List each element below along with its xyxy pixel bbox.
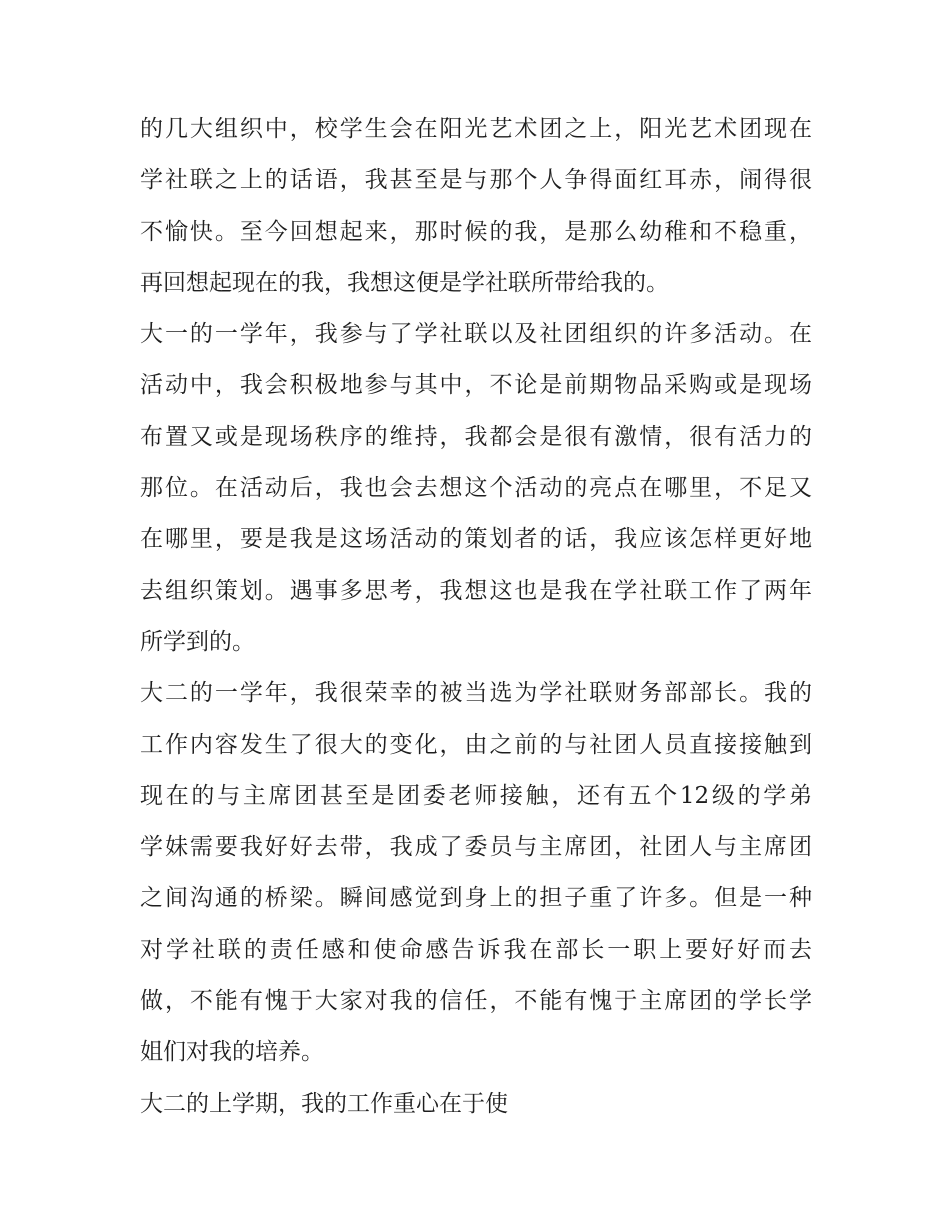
text-line: 现在的与主席团甚至是团委老师接触，还有五个12级的学弟 bbox=[140, 782, 812, 809]
text-line: 大二的一学年，我很荣幸的被当选为学社联财务部部长。我的 bbox=[140, 680, 812, 707]
text-line: 之间沟通的桥梁。瞬间感觉到身上的担子重了许多。但是一种 bbox=[140, 885, 812, 912]
text-line: 在哪里，要是我是这场活动的策划者的话，我应该怎样更好地 bbox=[140, 526, 812, 553]
text-line: 的几大组织中，校学生会在阳光艺术团之上，阳光艺术团现在 bbox=[140, 116, 812, 142]
text-line: 工作内容发生了很大的变化，由之前的与社团人员直接接触到 bbox=[140, 731, 812, 758]
text-line: 学妹需要我好好去带，我成了委员与主席团，社团人与主席团 bbox=[140, 834, 812, 861]
text-line: 再回想起现在的我，我想这便是学社联所带给我的。 bbox=[140, 269, 669, 296]
text-line: 大一的一学年，我参与了学社联以及社团组织的许多活动。在 bbox=[140, 321, 812, 348]
text-line: 不愉快。至今回想起来，那时候的我，是那么幼稚和不稳重， bbox=[140, 218, 812, 245]
text-line: 对学社联的责任感和使命感告诉我在部长一职上要好好而去 bbox=[140, 936, 812, 963]
text-line: 做，不能有愧于大家对我的信任，不能有愧于主席团的学长学 bbox=[140, 988, 812, 1015]
text-line: 活动中，我会积极地参与其中，不论是前期物品采购或是现场 bbox=[140, 372, 812, 399]
text-line: 所学到的。 bbox=[140, 628, 255, 655]
text-line: 那位。在活动后，我也会去想这个活动的亮点在哪里，不足又 bbox=[140, 475, 812, 502]
text-line: 布置又或是现场秩序的维持，我都会是很有激情，很有活力的 bbox=[140, 423, 812, 450]
text-line: 去组织策划。遇事多思考，我想这也是我在学社联工作了两年 bbox=[140, 577, 812, 604]
text-line: 学社联之上的话语，我甚至是与那个人争得面红耳赤，闹得很 bbox=[140, 167, 812, 194]
text-line: 大二的上学期，我的工作重心在于使 bbox=[140, 1090, 508, 1117]
text-line: 姐们对我的培养。 bbox=[140, 1039, 324, 1066]
body-text bbox=[140, 104, 812, 1130]
